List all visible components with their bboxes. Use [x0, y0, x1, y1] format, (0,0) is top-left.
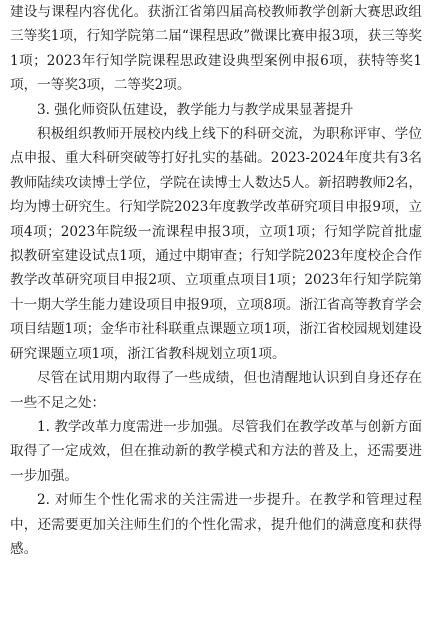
paragraph-teacher-development: 积极组织教师开展校内线上线下的科研交流，为职称评审、学位点申报、重大科研突破等打好扎实的基础。2023-2024年度共有3名教师陆续攻读博士学位，学院在读博士人数达5人。新招聘教师2名，均为博士研究生。行知学院2023年度教学改革研究项目申报9项，立项4项；2023年院级一流课程申报3项，立项1项；行知学院首批虚拟教研室建设试点1项，通过中期审查；行知学院2023年度校企合作教学改革研究项目申报2项、立项重点项目1项；2023年行知学院第十一期大学生能力建设项目申报9项，立项8项。浙江省高等教育学会项目结题1项；金华市社科联重点课题立项1项，浙江省校园规划建设研究课题立项1项，浙江省教科规划立项1项。 — [10, 126, 422, 362]
document-body — [10, 0, 422, 561]
paragraph-course-optimization: 建设与课程内容优化。获浙江省第四届高校教师教学创新大赛思政组三等奖1项，行知学院第二届“课程思政”微课比赛申报3项，获三等奖1项；2023年行知学院课程思政建设典型案例申报6项，获特等奖1项，一等奖3项，二等奖2项。 — [10, 4, 422, 94]
section-heading-teacher-building: 3. 强化师资队伍建设，教学能力与教学成果显著提升 — [37, 101, 354, 118]
paragraph-shortcoming-individual-needs: 2. 对师生个性化需求的关注需进一步提升。在教学和管理过程中，还需要更加关注师生们的个性化需求，提升他们的满意度和获得感。 — [10, 492, 422, 557]
paragraph-shortcoming-teaching-reform: 1. 教学改革力度需进一步加强。尽管我们在教学改革与创新方面取得了一定成效，但在推动新的教学模式和方法的普及上，还需要进一步加强。 — [10, 418, 422, 484]
paragraph-shortcomings-intro: 尽管在试用期内取得了一些成绩，但也清醒地认识到自身还存在一些不足之处： — [10, 370, 422, 411]
